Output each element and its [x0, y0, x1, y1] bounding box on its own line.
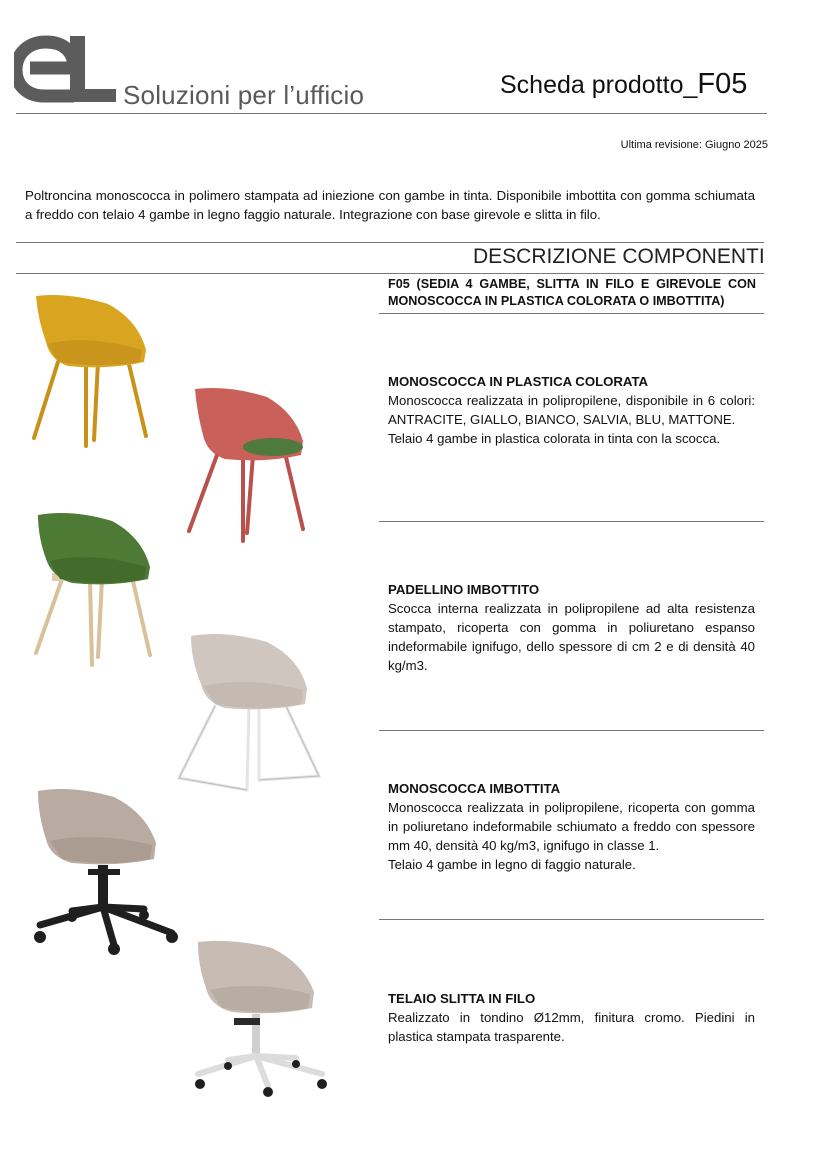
component-title: MONOSCOCCA IN PLASTICA COLORATA [388, 374, 649, 389]
component-text: Realizzato in tondino Ø12mm, finitura cromo. Piedini in plastica stampata trasparente. [388, 1010, 755, 1044]
product-code: F05 [697, 68, 748, 100]
revision-date: Ultima revisione: Giugno 2025 [620, 139, 768, 151]
section-divider-bottom [16, 273, 764, 274]
section-title: DESCRIZIONE COMPONENTI [473, 245, 765, 268]
chair-brick-padded-seat-image [185, 385, 310, 545]
company-name: Soluzioni per l’ufficio [123, 80, 365, 110]
chair-fabric-sled-base-image [175, 630, 325, 795]
component-text: Monoscocca realizzata in polipropilene, ricoperta con gomma in poliuretano indeformabile schiumato a freddo con spessore mm 40, densità 40 kg/m3, ignifugo in classe 1. [388, 800, 755, 853]
component-divider [379, 919, 764, 920]
component-divider [379, 730, 764, 731]
component-text: Telaio 4 gambe in legno di faggio naturale. [388, 857, 636, 872]
chair-green-upholstered-wood-image [32, 507, 157, 667]
product-description: Poltroncina monoscocca in polimero stampata ad iniezione con gambe in tinta. Disponibile imbottita con gomma schiumata a freddo con telaio 4 gambe in legno faggio naturale. Integrazione con base girevole e slitta in filo. [25, 188, 755, 222]
component-title: TELAIO SLITTA IN FILO [388, 991, 536, 1006]
component-plastic-shell [388, 372, 755, 448]
brand-logo [14, 34, 118, 104]
component-text: Telaio 4 gambe in plastica colorata in tinta con la scocca. [388, 431, 721, 446]
chair-fabric-swivel-aluminium-image [192, 938, 332, 1098]
component-padded-seat [388, 580, 755, 675]
document-title: Scheda prodotto_F05 [500, 68, 748, 100]
component-title: PADELLINO IMBOTTITO [388, 582, 540, 597]
chair-yellow-plastic-image [28, 290, 153, 450]
component-upholstered-shell [388, 779, 755, 874]
component-text: Scocca interna realizzata in polipropilene ad alta resistenza stampato, ricoperta con gomma in poliuretano espanso indeformabile ignifugo, dello spessore di cm 2 e di densità 40 kg/m3. [388, 601, 755, 673]
model-heading: F05 (SEDIA 4 GAMBE, SLITTA IN FILO E GIREVOLE CON MONOSCOCCA IN PLASTICA COLORATA O IMBOTTITA) [388, 277, 756, 308]
section-divider-top [16, 242, 764, 243]
component-text: Monoscocca realizzata in polipropilene, disponibile in 6 colori: ANTRACITE, GIALLO, BIANCO, SALVIA, BLU, MATTONE. [388, 393, 755, 427]
component-title: MONOSCOCCA IMBOTTITA [388, 781, 561, 796]
chair-fabric-swivel-black-image [32, 785, 182, 955]
model-heading-divider [379, 313, 764, 314]
component-sled-frame [388, 989, 755, 1046]
component-divider [379, 521, 764, 522]
header-divider [16, 113, 767, 114]
